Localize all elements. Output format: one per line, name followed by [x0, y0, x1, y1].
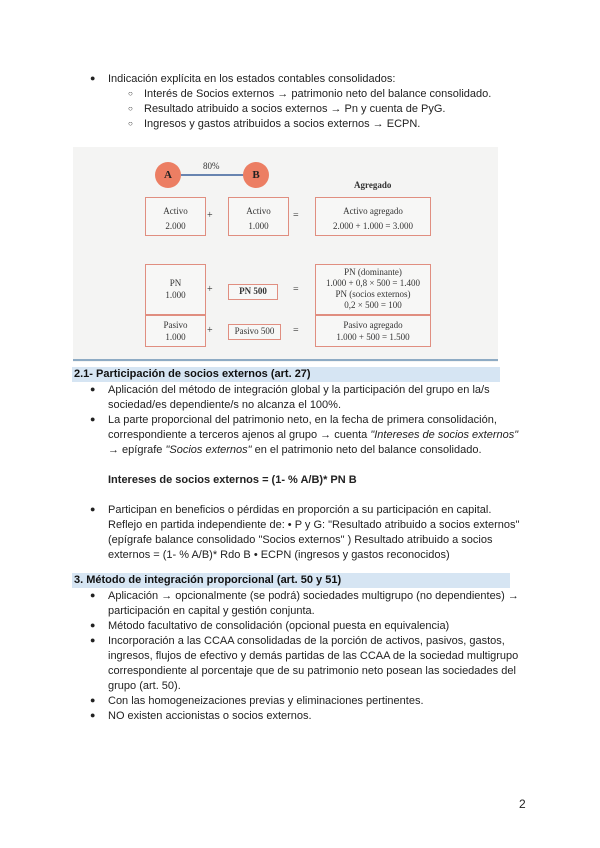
s3-b1-line1: Aplicación → opcionalmente (se podrá) sociedades multigrupo (no dependientes) →	[108, 590, 519, 602]
intro-sub-2: Resultado atribuido a socios externos → Pn y cuenta de PyG.	[144, 103, 446, 115]
pn-dominante-label: PN (dominante)	[344, 267, 402, 277]
pn-dominante-value: 1.000 + 0,8 × 500 = 1.400	[326, 278, 420, 288]
plus-sign: +	[207, 210, 213, 221]
s21-b1-line2: sociedad/es dependiente/s no alcanza el 100%.	[108, 399, 342, 411]
page-number: 2	[519, 797, 526, 811]
activo-agregado-value: 2.000 + 1.000 = 3.000	[333, 221, 413, 231]
ownership-percentage: 80%	[203, 161, 220, 171]
figure-bottom-rule	[73, 359, 498, 361]
bullet-dot: ●	[90, 414, 96, 424]
intro-bullet: Indicación explícita en los estados contables consolidados:	[108, 73, 396, 85]
pasivo-a-value: 1.000	[165, 332, 186, 342]
text: en el patrimonio neto del balance consolidado.	[251, 444, 482, 456]
formula-socios-externos: Intereses de socios externos = (1- % A/B)* PN B	[108, 474, 357, 486]
node-b: B	[243, 162, 269, 188]
s3-b3-line4: grupo (art. 50).	[108, 680, 181, 692]
plus-sign: +	[207, 284, 213, 295]
bullet-dot: ●	[90, 504, 96, 514]
equals-sign: =	[293, 325, 299, 336]
bullet-dot: ●	[90, 620, 96, 630]
s3-b5: NO existen accionistas o socios externos.	[108, 710, 312, 722]
section-heading-2-1: 2.1- Participación de socios externos (art. 27)	[72, 367, 500, 382]
bullet-dot: ●	[90, 695, 96, 705]
s21-b3-line1: Participan en beneficios o pérdidas en proporción a su participación en capital.	[108, 504, 492, 516]
activo-a-box	[145, 197, 206, 236]
pn-socios-externos-label: PN (socios externos)	[335, 289, 411, 299]
text: → epígrafe	[108, 444, 166, 456]
s3-b4: Con las homogeneizaciones previas y eliminaciones pertinentes.	[108, 695, 424, 707]
pn-a-value: 1.000	[165, 290, 186, 300]
intro-sub-1: Interés de Socios externos → patrimonio neto del balance consolidado.	[144, 88, 492, 100]
pn-a-box	[145, 264, 206, 315]
pasivo-agregado-value: 1.000 + 500 = 1.500	[336, 332, 410, 342]
s21-b2-line3	[108, 443, 482, 458]
pn-agregado-box	[315, 264, 431, 315]
pn-b-box: PN 500	[228, 284, 278, 300]
s21-b3-line3: (epígrafe balance consolidado "Socios externos" ) Resultado atribuido a socios	[108, 534, 493, 546]
activo-agregado-box	[315, 197, 431, 236]
pasivo-agregado-label: Pasivo agregado	[343, 320, 403, 330]
pn-a-label: PN	[169, 278, 182, 288]
s21-b1-line1: Aplicación del método de integración global y la participación del grupo en la/s	[108, 384, 490, 396]
sub-bullet-circle: ○	[128, 104, 133, 113]
s3-b3-line2: ingresos, flujos de efectivo y demás partidas de las CCAA de la sociedad multigrupo	[108, 650, 519, 662]
account-name: "Intereses de socios externos"	[370, 429, 519, 441]
sub-bullet-circle: ○	[128, 89, 133, 98]
activo-agregado-label: Activo agregado	[343, 206, 403, 216]
agregado-title: Agregado	[354, 180, 392, 190]
epigraph-name: "Socios externos"	[165, 444, 252, 456]
s3-b1-line2: participación en capital y gestión conjunta.	[108, 605, 315, 617]
bullet-dot: ●	[90, 384, 96, 394]
s3-b2: Método facultativo de consolidación (opcional puesta en equivalencia)	[108, 620, 450, 632]
s21-b3-line4: externos = (1- % A/B)* Rdo B • ECPN (ingresos y gastos reconocidos)	[108, 549, 450, 561]
activo-a-value: 2.000	[165, 221, 186, 231]
pasivo-agregado-box	[315, 315, 431, 347]
activo-b-box	[228, 197, 289, 236]
s21-b3-line2: Reflejo en partida independiente de: • P y G: "Resultado atribuido a socios externos"	[108, 519, 520, 531]
intro-sub-3: Ingresos y gastos atribuidos a socios externos → ECPN.	[144, 118, 421, 130]
pasivo-a-label: Pasivo	[163, 320, 188, 330]
s21-b2-line2	[108, 428, 518, 443]
equals-sign: =	[293, 284, 299, 295]
bullet-dot: ●	[90, 710, 96, 720]
equals-sign: =	[293, 210, 299, 221]
s3-b3-line3: correspondiente al porcentaje que de su patrimonio neto posean las sociedades del	[108, 665, 516, 677]
bullet-dot: ●	[90, 635, 96, 645]
text: correspondiente a terceros ajenos al grupo → cuenta	[108, 429, 371, 441]
bullet-dot: ●	[90, 73, 96, 83]
s21-b2-line1: La parte proporcional del patrimonio neto, en la fecha de primera consolidación,	[108, 414, 497, 426]
section-heading-3: 3. Método de integración proporcional (art. 50 y 51)	[72, 573, 510, 588]
activo-b-label: Activo	[246, 206, 271, 216]
pn-socios-externos-value: 0,2 × 500 = 100	[344, 300, 402, 310]
pasivo-b-box: Pasivo 500	[228, 324, 281, 340]
bullet-dot: ●	[90, 590, 96, 600]
consolidation-diagram	[73, 147, 498, 362]
s3-b3-line1: Incorporación a las CCAA consolidadas de la porción de activos, pasivos, gastos,	[108, 635, 505, 647]
activo-a-label: Activo	[163, 206, 188, 216]
pasivo-a-box	[145, 315, 206, 347]
node-a: A	[155, 162, 181, 188]
plus-sign: +	[207, 325, 213, 336]
sub-bullet-circle: ○	[128, 119, 133, 128]
activo-b-value: 1.000	[248, 221, 269, 231]
